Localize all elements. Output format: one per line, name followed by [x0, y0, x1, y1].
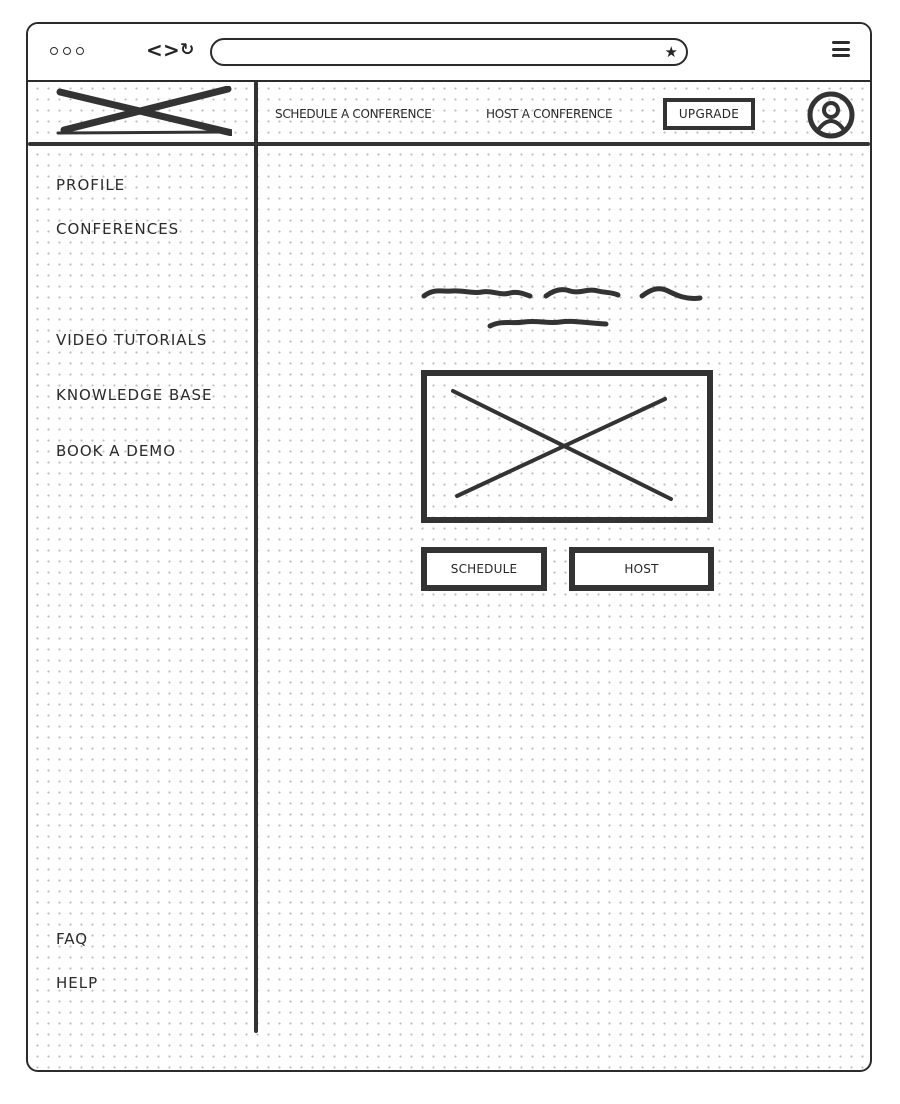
sidebar-item-conferences[interactable]: CONFERENCES	[56, 220, 180, 238]
sidebar-item-help[interactable]: HELP	[56, 974, 99, 992]
nav-host-conference-link[interactable]: HOST A CONFERENCE	[486, 107, 613, 121]
image-placeholder-icon	[421, 370, 713, 523]
host-button[interactable]: HOST	[569, 547, 714, 591]
sidebar-divider	[254, 81, 258, 1033]
sidebar-item-knowledge-base[interactable]: KNOWLEDGE BASE	[56, 386, 213, 404]
hamburger-menu-icon[interactable]	[832, 41, 850, 57]
headline-text-placeholder	[420, 282, 710, 352]
back-icon[interactable]: <	[146, 38, 163, 62]
window-maximize-dot[interactable]	[76, 47, 84, 55]
window-minimize-dot[interactable]	[63, 47, 71, 55]
sidebar-item-faq[interactable]: FAQ	[56, 930, 89, 948]
nav-schedule-conference-link[interactable]: SCHEDULE A CONFERENCE	[275, 107, 432, 121]
window-close-dot[interactable]	[50, 47, 58, 55]
url-input[interactable]	[224, 42, 648, 64]
upgrade-button[interactable]: UPGRADE	[663, 98, 755, 130]
schedule-button[interactable]: SCHEDULE	[421, 547, 547, 591]
user-avatar-icon[interactable]	[806, 90, 856, 140]
sidebar-item-profile[interactable]: PROFILE	[56, 176, 126, 194]
star-icon[interactable]: ★	[664, 43, 678, 61]
header-divider	[28, 142, 870, 146]
sidebar-item-book-a-demo[interactable]: BOOK A DEMO	[56, 442, 177, 460]
window-controls[interactable]	[50, 47, 84, 55]
browser-window	[26, 22, 872, 1072]
browser-toolbar	[28, 24, 870, 82]
sidebar-item-video-tutorials[interactable]: VIDEO TUTORIALS	[56, 331, 208, 349]
reload-icon[interactable]: ↻	[180, 40, 195, 60]
forward-icon[interactable]: >	[163, 38, 180, 62]
logo-placeholder-icon[interactable]	[56, 86, 232, 136]
address-bar[interactable]	[210, 38, 688, 66]
